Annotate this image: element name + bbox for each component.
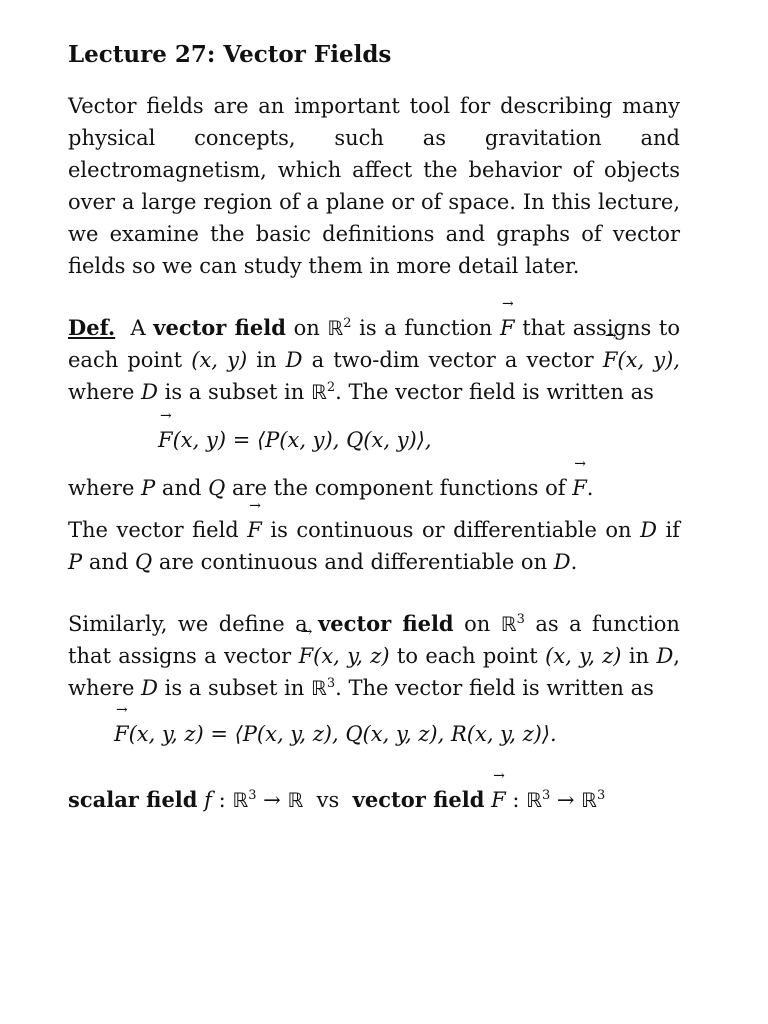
document-page bbox=[68, 38, 680, 816]
lecture-title: Lecture 27: Vector Fields bbox=[68, 41, 392, 68]
intro-paragraph: Vector fields are an important tool for describing many physical concepts, such as gravitation and electromagnetism, which affect the behavior of objects over a large region of a plane or of space. In this lecture, we examine the basic definitions and graphs of vector fields so we can study them in more detail later. bbox=[68, 94, 680, 278]
definition-r2-paragraph: Def. A vector field on ℝ$^2$ is a function → F that assigns to each point (x, y) in D a two-dim vector a vector → F(x, y), where D is a subset in ℝ$^2$. The vector field is written as bbox=[68, 312, 680, 408]
equation-r3: → F(x, y, z) = ⟨P(x, y, z), Q(x, y, z), R(x, y, z)⟩. bbox=[68, 718, 680, 750]
equation-r2: → F(x, y) = ⟨P(x, y), Q(x, y)⟩, bbox=[68, 424, 680, 456]
vector-field-term: vector field bbox=[153, 315, 286, 340]
continuity-paragraph: The vector field → F is continuous or differentiable on D if P and Q are continuous and differentiable on D. bbox=[68, 514, 680, 578]
component-functions-sentence: where P and Q are the component functions of → F. bbox=[68, 472, 680, 504]
vector-F-symbol: → F bbox=[500, 312, 515, 344]
definition-r3-paragraph: Similarly, we define a vector field on ℝ$^3$ as a function that assigns a vector → F(x, y, z) to each point (x, y, z) in D, where D is a subset in ℝ$^3$. The vector field is written as bbox=[68, 608, 680, 704]
def-label: Def. bbox=[68, 315, 116, 340]
scalar-vs-vector-line: scalar field f : ℝ$^3$ → ℝ vs vector field → F : ℝ$^3$ → ℝ$^3$ bbox=[68, 784, 680, 816]
